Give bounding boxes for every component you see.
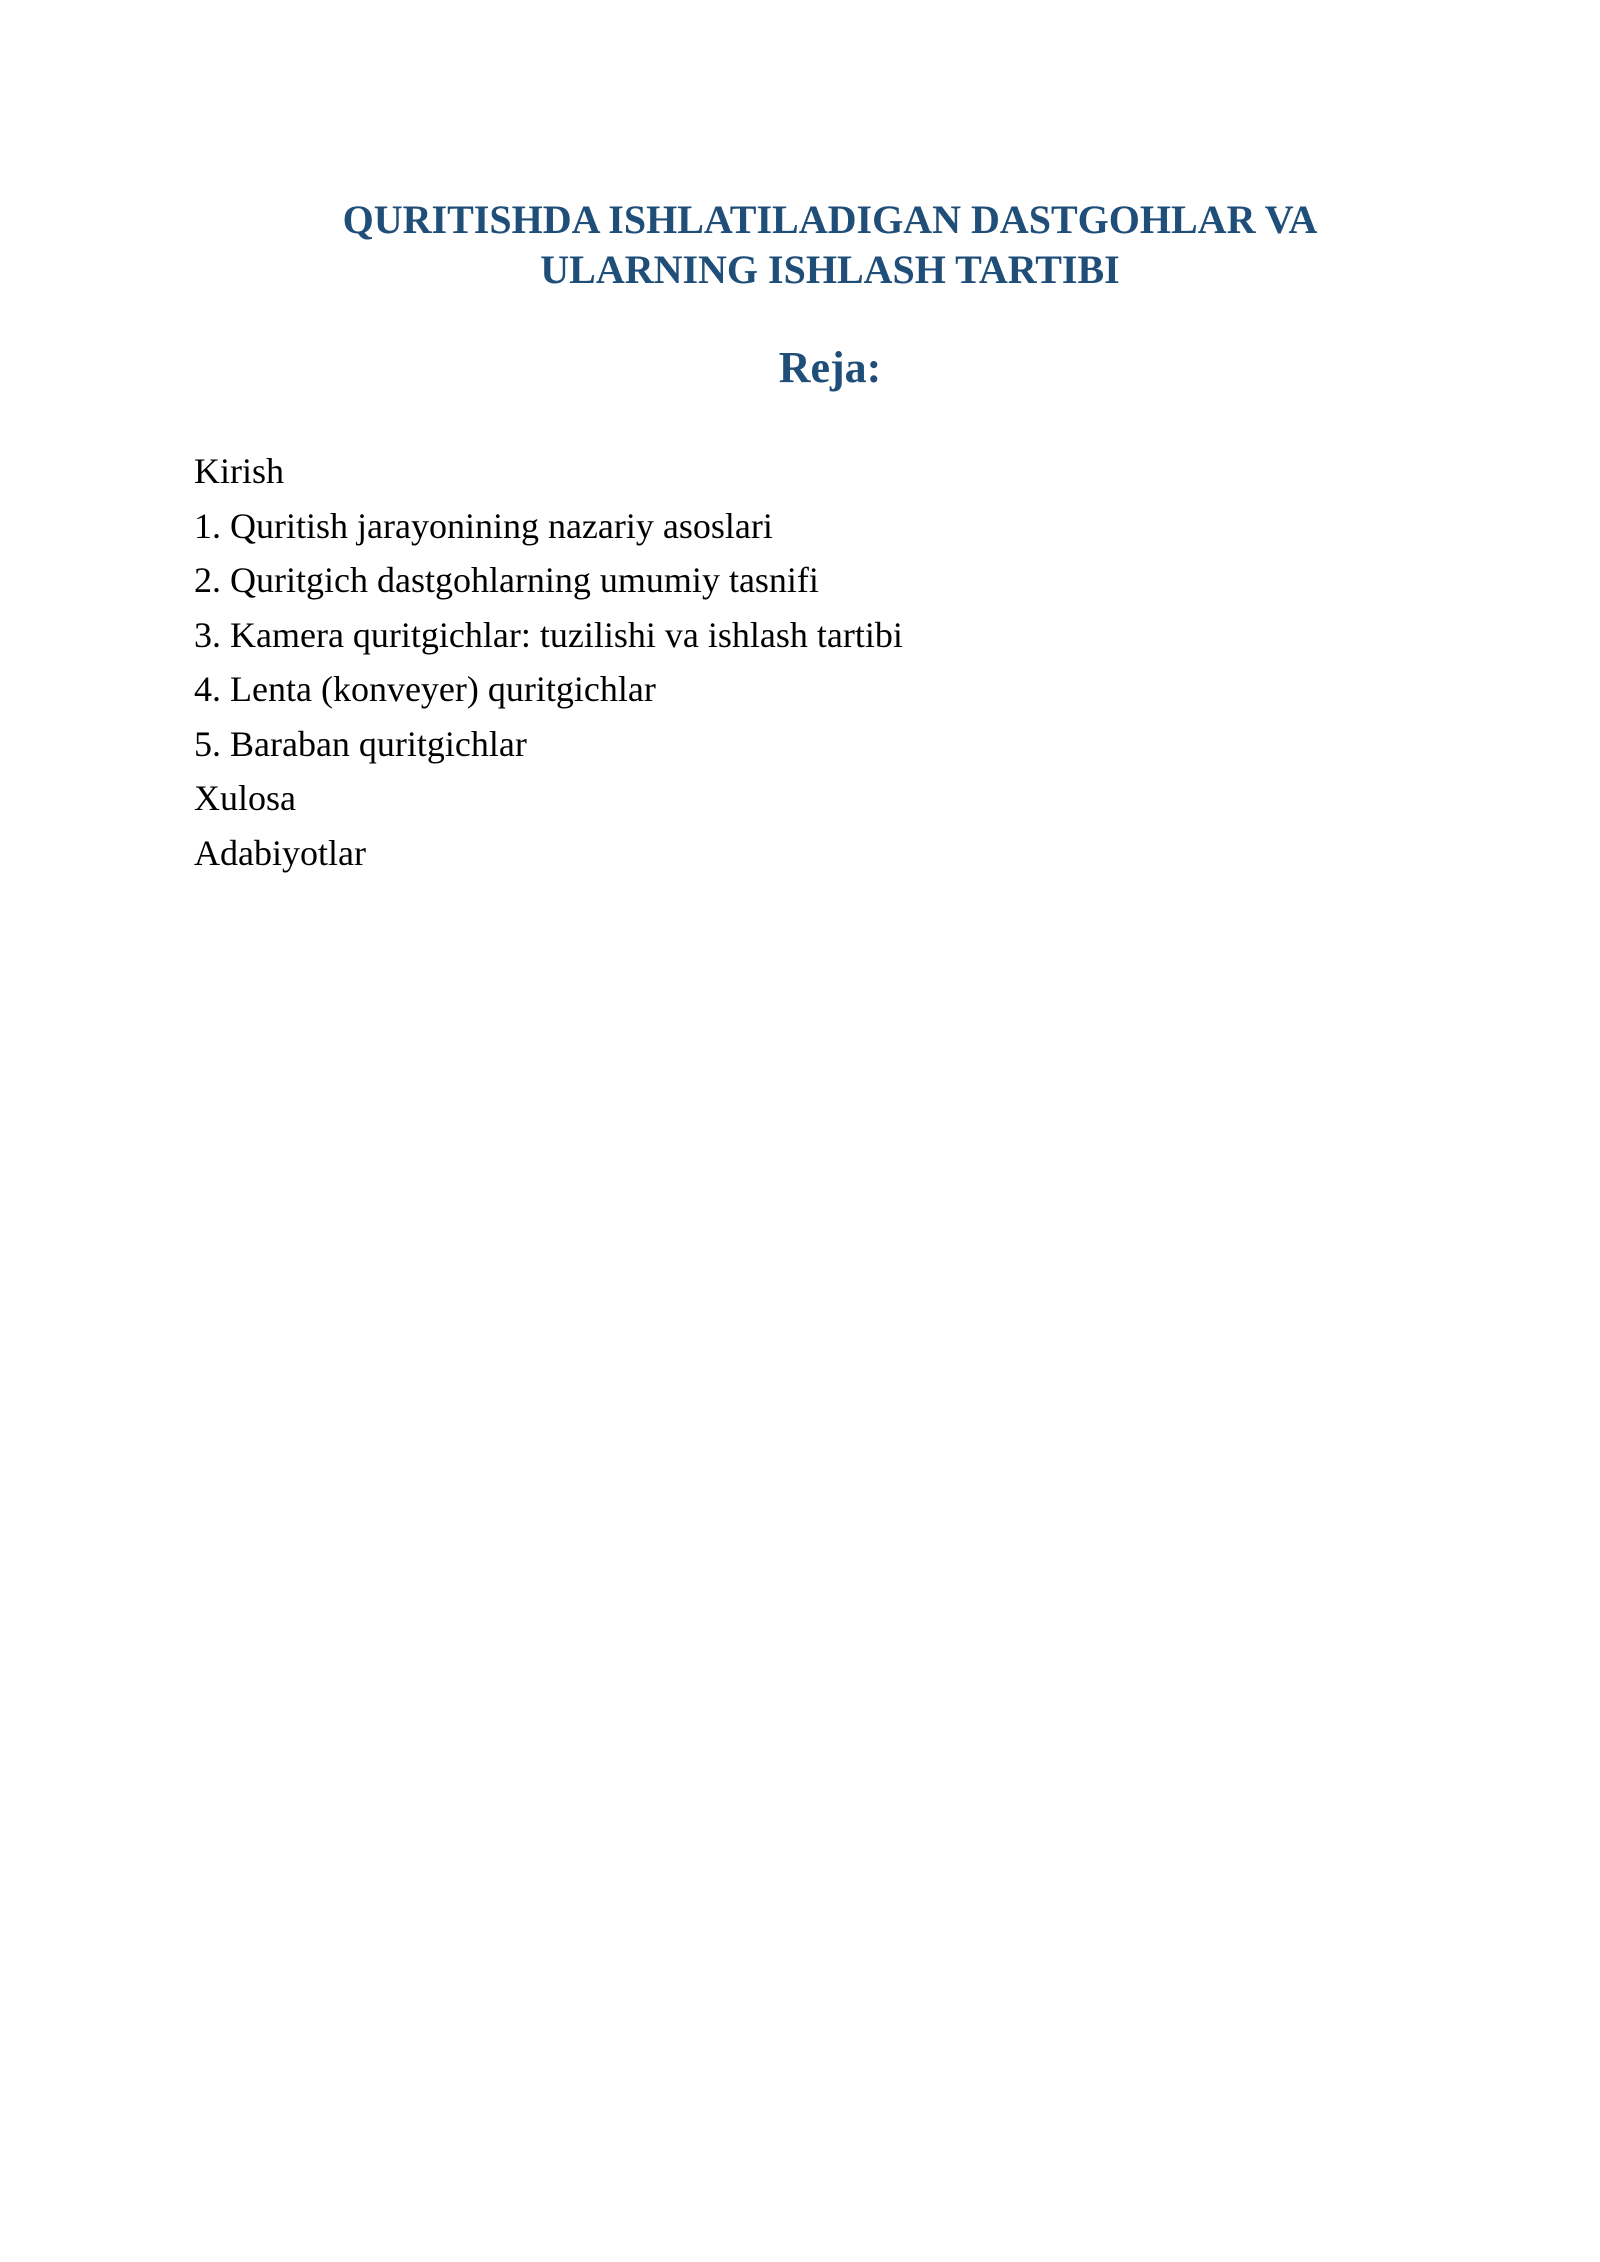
plan-item-references: Adabiyotlar: [194, 832, 366, 873]
title-line-1: QURITISHDA ISHLATILADIGAN DASTGOHLAR VA: [342, 197, 1318, 242]
plan-item-1: 1. Quritish jarayonining nazariy asoslari: [194, 505, 773, 546]
plan-item-2: 2. Quritgich dastgohlarning umumiy tasnifi: [194, 560, 819, 600]
plan-heading: Reja:: [778, 343, 882, 392]
title-line-2: ULARNING ISHLASH TARTIBI: [540, 247, 1120, 292]
plan-item-introduction: Kirish: [194, 451, 284, 491]
plan-item-4: 4. Lenta (konveyer) quritgichlar: [194, 669, 656, 709]
plan-list: [194, 444, 1394, 880]
plan-item-5: 5. Baraban quritgichlar: [194, 723, 527, 764]
document-title: [200, 195, 1460, 295]
plan-item-3: 3. Kamera quritgichlar: tuzilishi va ishlash tartibi: [194, 614, 903, 655]
plan-item-conclusion: Xulosa: [194, 778, 296, 818]
